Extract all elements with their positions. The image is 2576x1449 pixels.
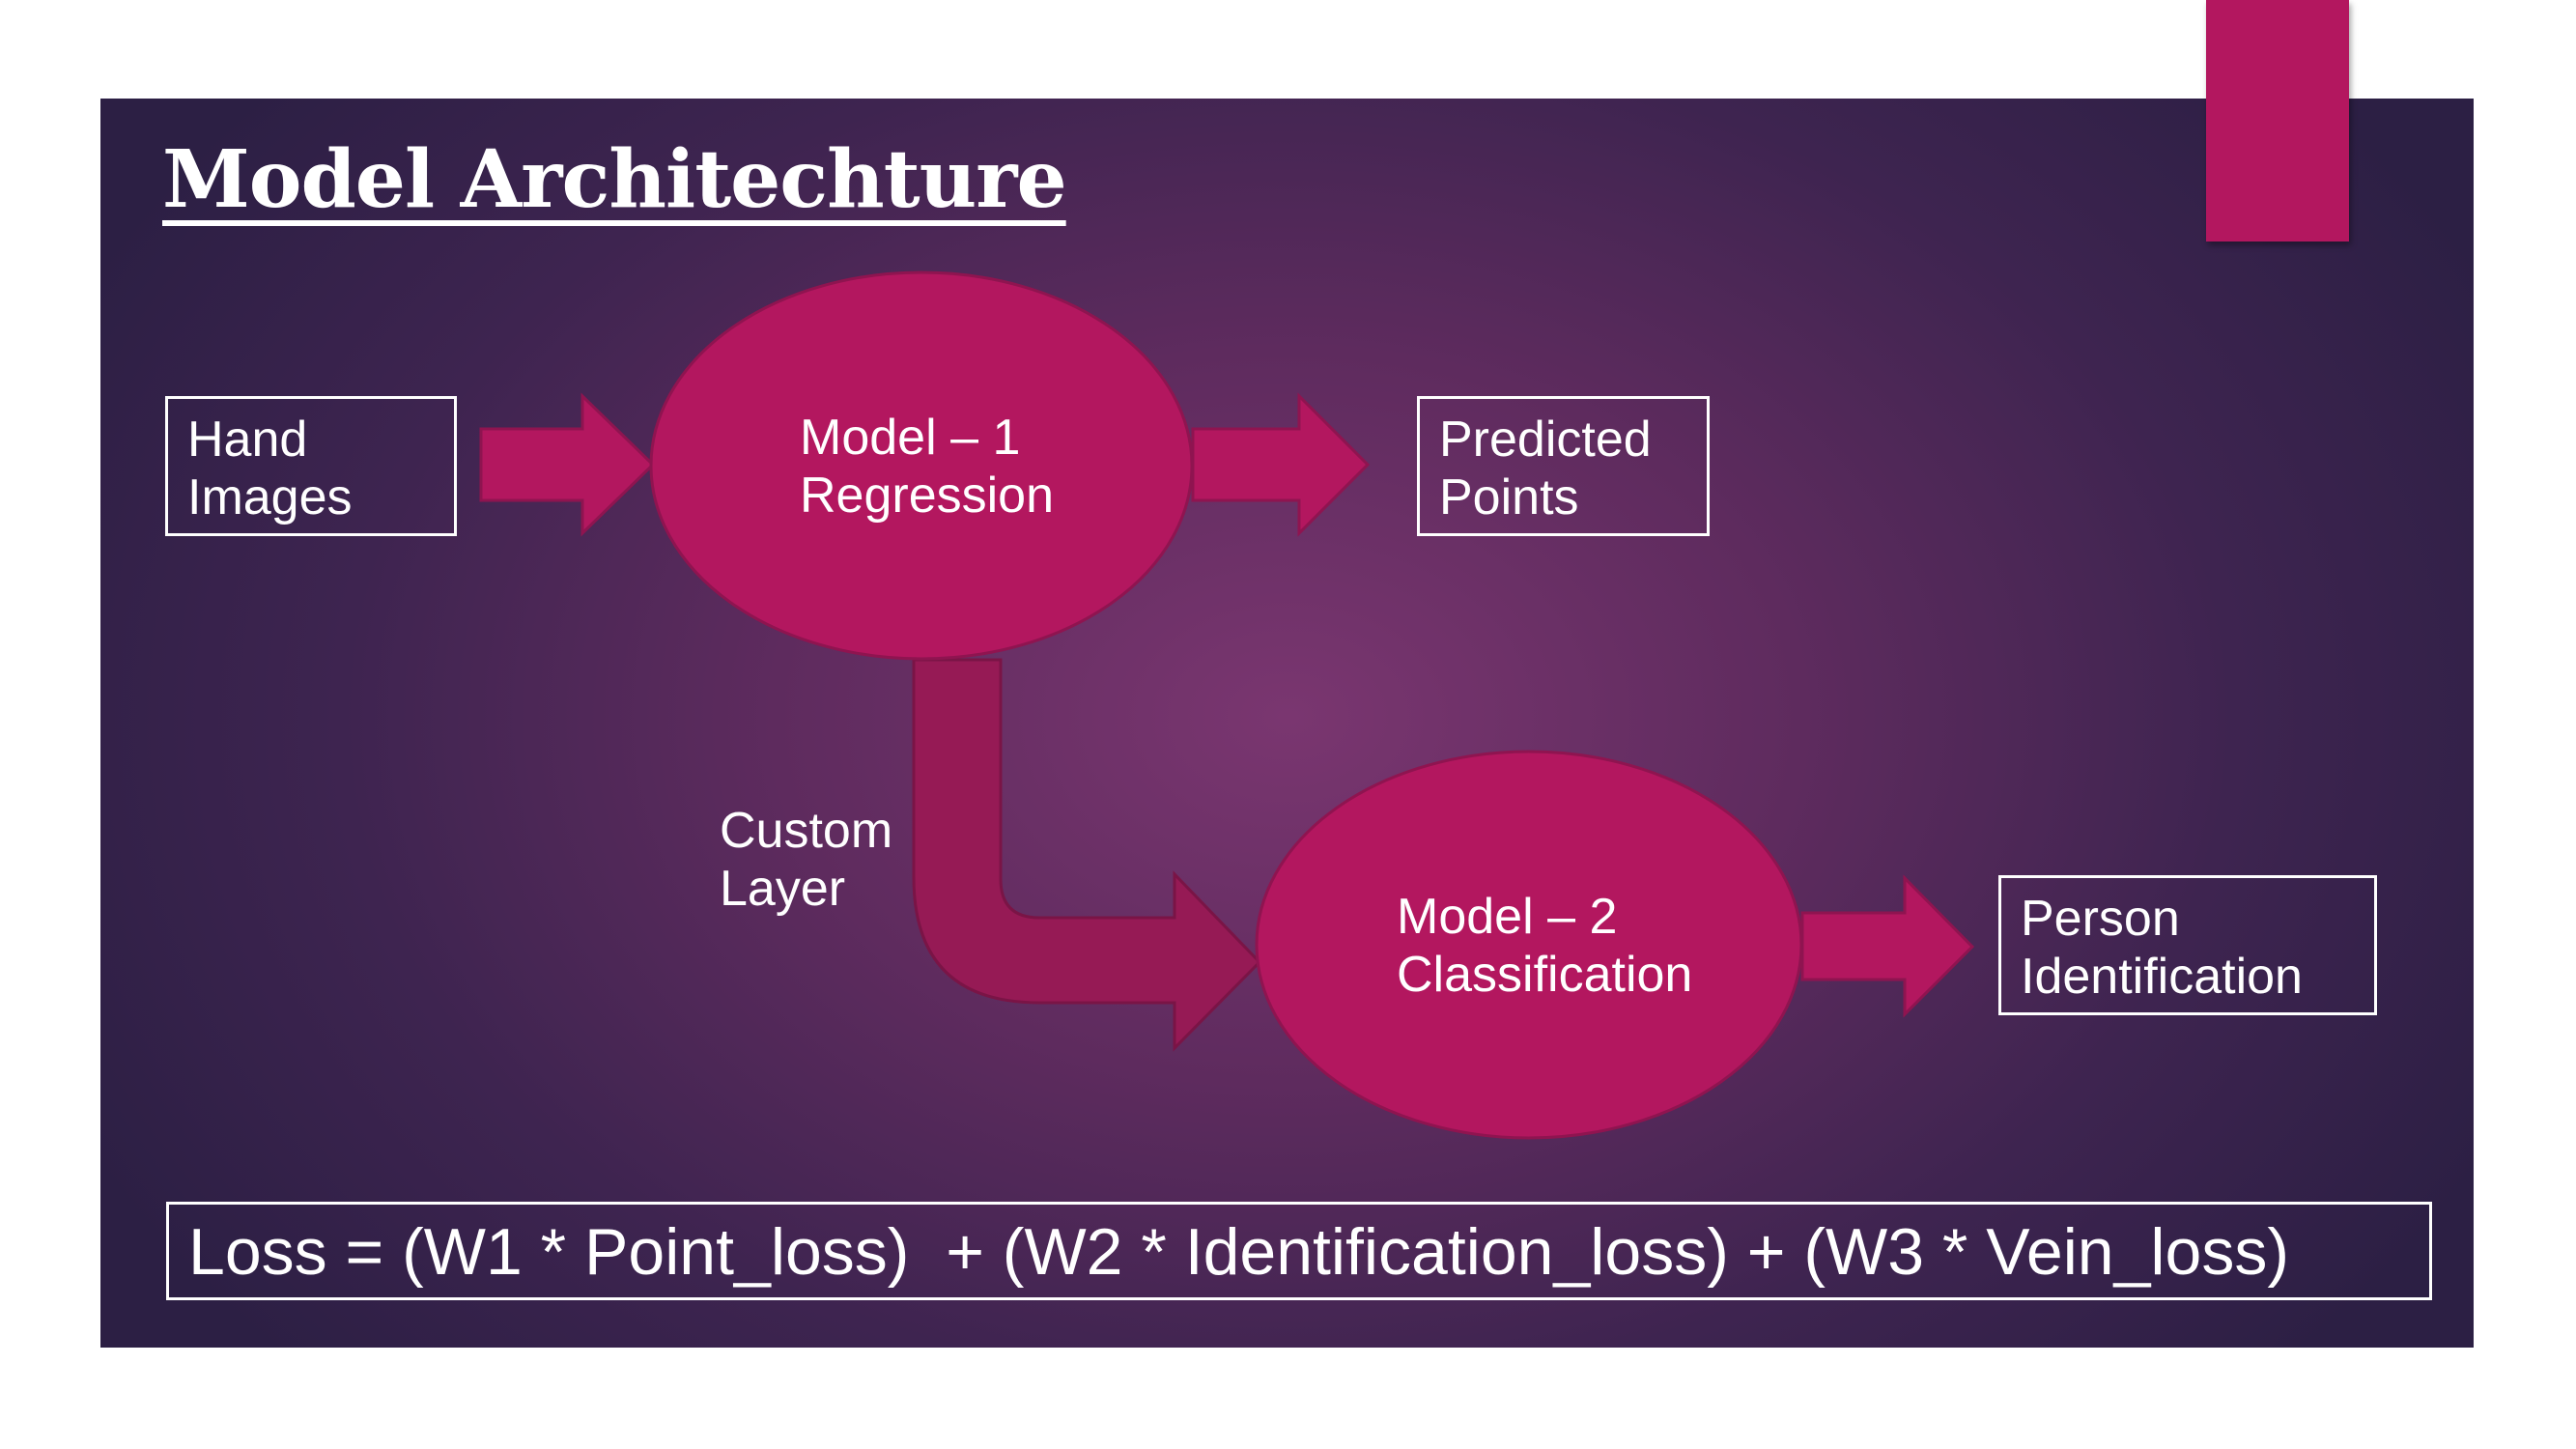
person-identification-line1: Person [2021,891,2180,947]
custom-layer-line2: Layer [720,861,846,917]
arrow-model2-to-person-identification [1802,878,1972,1014]
slide-title: Model Architechture [162,133,1066,226]
hand-images-box [165,396,457,536]
hand-images-line2: Images [187,469,353,526]
custom-layer-line1: Custom [720,803,893,859]
predicted-points-line2: Points [1439,469,1579,526]
person-identification-line2: Identification [2021,949,2303,1005]
model2-line2: Classification [1397,947,1693,1003]
model2-line1: Model – 2 [1397,889,1618,945]
arrow-model1-to-predicted-points [1193,396,1368,533]
model2-label [1397,888,1692,1004]
model1-line2: Regression [800,468,1055,524]
arrow-input-to-model1 [481,396,653,533]
loss-formula: Loss = (W1 * Point_loss) + (W2 * Identification_loss) + (W3 * Vein_loss) [166,1202,2432,1300]
custom-layer-arrow [914,660,1260,1048]
person-identification-box [1998,875,2377,1015]
model1-label [800,409,1054,525]
predicted-points-box [1417,396,1710,536]
model1-line1: Model – 1 [800,410,1021,466]
custom-layer-label [720,802,892,918]
hand-images-line1: Hand [187,412,308,468]
predicted-points-line1: Predicted [1439,412,1652,468]
